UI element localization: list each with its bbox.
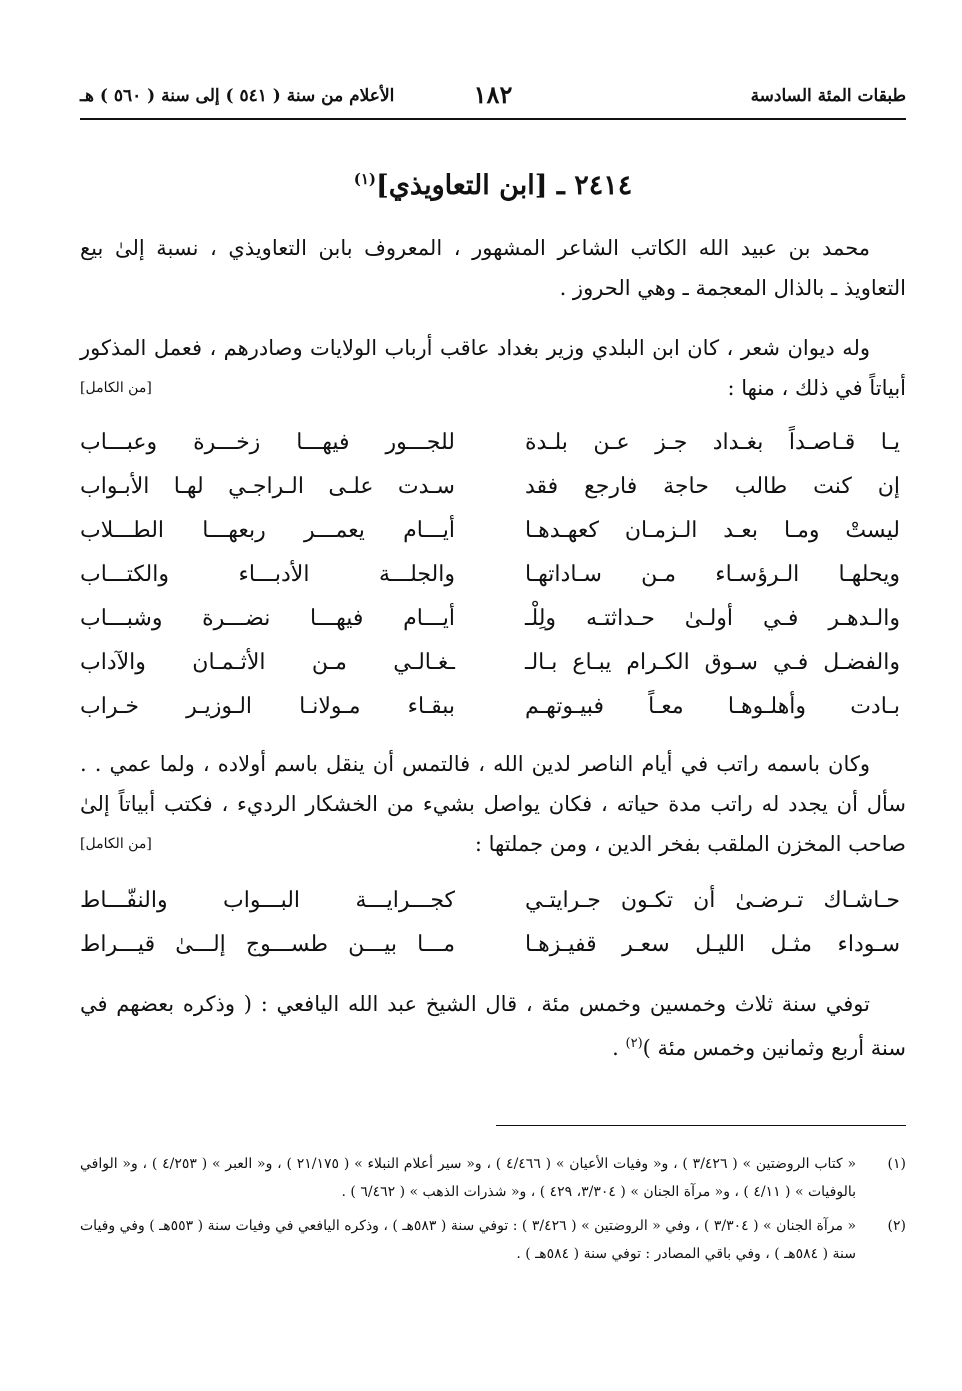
hemistich-first: سـوداء مثـل الليـل سعـر قفيـزهـا (525, 931, 900, 957)
poem-1 (80, 420, 906, 728)
hemistich-first: حـاشـاك تـرضـىٰ أن تكـون جـرايتـي (525, 887, 900, 913)
hemistich-second: أيـــام فيهـــا نضـــرة وشبـــاب (80, 605, 455, 631)
header-rule (80, 118, 906, 120)
hemistich-first: إن كنت طالب حاجة فارجع فقد (525, 473, 900, 499)
paragraph-2 (80, 328, 906, 408)
hemistich-second: ـغـالـي مـن الأثـمـان والآداب (80, 649, 455, 675)
verse (80, 420, 906, 464)
section-title: طبقات المئة السادسة (750, 86, 906, 106)
hemistich-first: يـا قـاصـداً بغـداد جـز عـن بلـدة (525, 429, 900, 455)
hemistich-second: ببقـاء مـولانـا الـوزيـر خـراب (80, 693, 455, 719)
paragraph-4-text: توفي سنة ثلاث وخمسين وخمس مئة ، قال الشيخ عبد الله اليافعي : ( وذكره بعضهم في سنة أربع وثمانين وخمس مئة ) (80, 992, 906, 1060)
hemistich-second: كجـــرايـــة البـــواب والنفّـــاط (80, 887, 455, 913)
verse (80, 878, 906, 922)
footnote (80, 1150, 906, 1206)
verse (80, 640, 906, 684)
hemistich-first: بـادت وأهلـوهـا معـاً فبيـوتهـم (525, 693, 900, 719)
verse (80, 684, 906, 728)
hemistich-second: مـــا بيـــن طســـوج إلـــىٰ قيـــراط (80, 931, 455, 957)
meter-label: [من الكامل] (80, 380, 152, 396)
page-number: ١٨٢ (473, 80, 513, 109)
footnote-rule (496, 1125, 906, 1126)
verse (80, 464, 906, 508)
verse (80, 922, 906, 966)
poem-2 (80, 878, 906, 966)
footnotes (80, 1150, 906, 1274)
paragraph-2-text: وله ديوان شعر ، كان ابن البلدي وزير بغداد عاقب أرباب الولايات وصادرهم ، فعمل المذكور أبياتاً في ذلك ، منها : (80, 336, 906, 400)
paragraph-4 (80, 984, 906, 1068)
footnote-text: « مرآة الجنان » ( ٣/٣٠٤ ) ، وفي « الروضتين » ( ٣/٤٢٦ ) : توفي سنة ( ٥٨٣هـ ) ، وذكره اليافعي في وفيات سنة ( ٥٥٣هـ ) وفي وفيات سنة ( ٥٨٤هـ ) ، وفي باقي المصادر : توفي سنة ( ٥٨٤هـ ) . (80, 1218, 857, 1262)
footnote (80, 1212, 906, 1268)
footnote-ref-1[interactable]: (١) (353, 170, 377, 188)
paragraph-1 (80, 228, 906, 308)
hemistich-second: للجـــور فيهـــا زخـــرة وعبـــاب (80, 429, 455, 455)
footnote-ref-2[interactable]: (٢) (625, 1036, 643, 1051)
paragraph-1-text: محمد بن عبيد الله الكاتب الشاعر المشهور ، المعروف بابن التعاويذي ، نسبة إلىٰ بيع التعاويذ ـ بالذال المعجمة ـ وهي الحروز . (80, 236, 906, 300)
hemistich-second: أيـــام يعمـــر ربعهـــا الطـــلاب (80, 517, 455, 543)
paragraph-4-end: . (612, 1036, 626, 1060)
footnote-text: « كتاب الروضتين » ( ٣/٤٢٦ ) ، و« وفيات الأعيان » ( ٤/٤٦٦ ) ، و« سير أعلام النبلاء » ( ٢١/١٧٥ ) ، و« العبر » ( ٤/٢٥٣ ) ، و« الوافي بالوفيات » ( ٤/١١ ) ، و« مرآة الجنان » ( ٣/٣٠٤، ٤٢٩ ) ، و« شذرات الذهب » ( ٦/٤٦٢ ) . (80, 1156, 857, 1200)
hemistich-first: والفضـل فـي سـوق الكـرام يبـاع بـالـ (525, 649, 900, 675)
running-header (80, 80, 906, 116)
hemistich-second: سـدت علـى الـراجـي لهـا الأبـواب (80, 473, 455, 499)
hemistich-first: ليستْ ومـا بعـد الـزمـان كعهـدهـا (525, 517, 900, 543)
verse (80, 552, 906, 596)
footnote-number: (٢) (887, 1218, 906, 1234)
paragraph-3-text: وكان باسمه راتب في أيام الناصر لدين الله ، فالتمس أن ينقل باسم أولاده ، ولما عمي . . سأل أن يجدد له راتب مدة حياته ، فكان يواصل بشيء من الخشكار الرديء ، فكتب أبياتاً إلىٰ صاحب المخزن الملقب بفخر الدين ، ومن جملتها : (80, 752, 906, 856)
verse (80, 596, 906, 640)
footnote-number: (١) (887, 1156, 906, 1172)
verse (80, 508, 906, 552)
entry-title-text: ٢٤١٤ ـ [ابن التعاويذي] (376, 170, 633, 201)
paragraph-3 (80, 744, 906, 864)
entry-title (80, 170, 906, 201)
hemistich-first: ويحلهـا الـرؤسـاء مـن سـاداتهـا (525, 561, 900, 587)
hemistich-second: والجلـــة الأدبـــاء والكتـــاب (80, 561, 455, 587)
meter-label: [من الكامل] (80, 836, 152, 852)
hemistich-first: والـدهـر فـي أولـىٰ حـداثتـه ولِلْـ (525, 605, 900, 631)
year-range: الأعلام من سنة ( ٥٤١ ) إلى سنة ( ٥٦٠ ) هـ (80, 86, 395, 106)
